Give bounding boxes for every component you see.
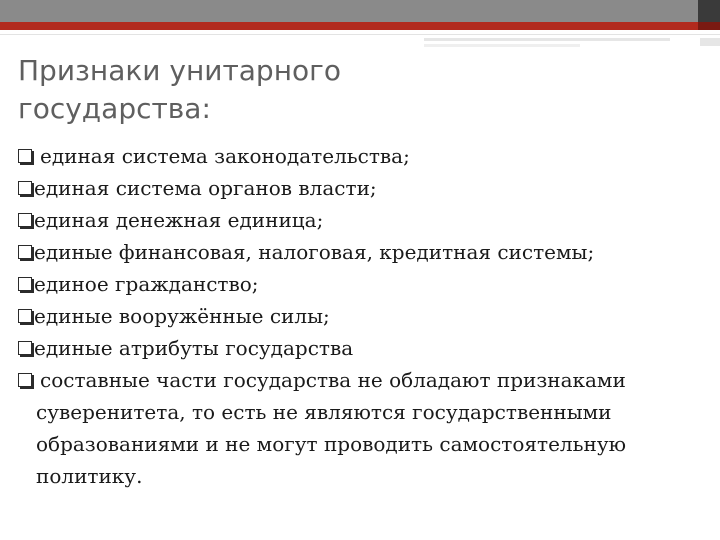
title-line: государства: [18, 92, 211, 125]
list-item [18, 204, 708, 236]
list-item-text: единая система законодательства; [40, 144, 410, 168]
list-item-text: суверенитета, то есть не являются государственными [36, 400, 612, 424]
list-item-text: образованиями и не могут проводить самостоятельную [36, 432, 627, 456]
slide-title [18, 52, 538, 128]
list-item-text: единая система органов власти; [34, 176, 377, 200]
checkbox-square-icon [18, 309, 32, 323]
list-item-text: единые финансовая, налоговая, кредитная системы; [34, 240, 595, 264]
list-item [18, 236, 708, 268]
title-line: Признаки унитарного [18, 54, 341, 87]
top-red-corner [698, 22, 720, 30]
top-red-band [0, 22, 698, 30]
divider-line [0, 34, 720, 35]
checkbox-square-icon [18, 213, 32, 227]
top-gray-band [0, 0, 698, 22]
checkbox-square-icon [18, 181, 32, 195]
decorative-line [700, 38, 720, 46]
top-dark-corner [698, 0, 720, 22]
list-item-text: единое гражданство; [34, 272, 259, 296]
list-item-text: единые вооружённые силы; [34, 304, 330, 328]
list-item-text: составные части государства не обладают признаками [40, 368, 626, 392]
list-item-text: политику. [36, 464, 143, 488]
list-item-first-line [18, 364, 708, 396]
checkbox-square-icon [18, 373, 32, 387]
list-item [18, 268, 708, 300]
decorative-line [424, 44, 580, 47]
checkbox-square-icon [18, 341, 32, 355]
checkbox-square-icon [18, 149, 32, 163]
decorative-line [424, 38, 670, 41]
bullet-list [18, 140, 708, 492]
list-item [18, 332, 708, 364]
list-item [18, 140, 708, 172]
checkbox-square-icon [18, 277, 32, 291]
list-item [18, 172, 708, 204]
list-item [18, 300, 708, 332]
list-item-text: единая денежная единица; [34, 208, 324, 232]
list-item [18, 364, 708, 492]
list-item-text: единые атрибуты государства [34, 336, 354, 360]
checkbox-square-icon [18, 245, 32, 259]
